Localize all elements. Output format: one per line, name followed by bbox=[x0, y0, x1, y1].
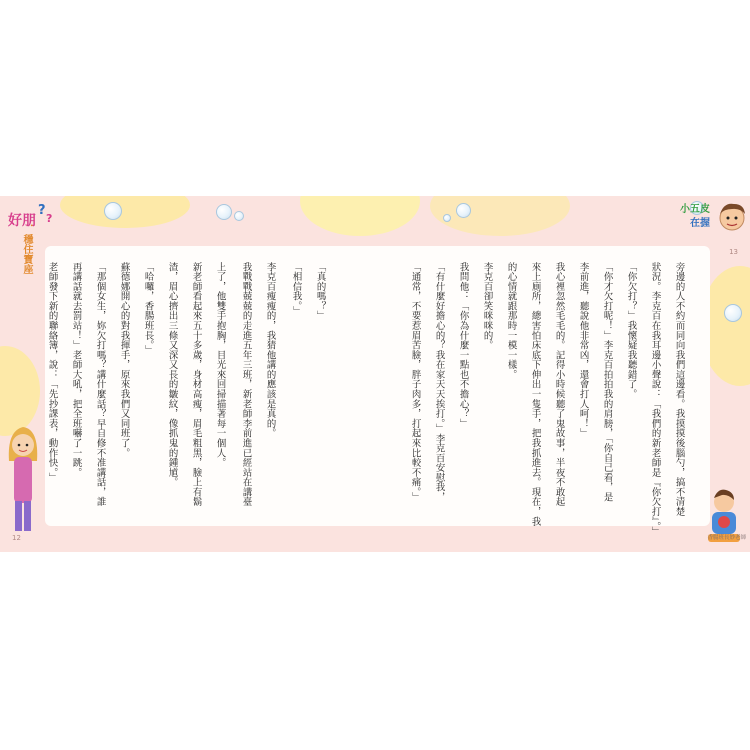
decor-blob bbox=[60, 196, 190, 228]
left-text-column-3: 李克百瘦瘦的，我猜他講的應該是真的。 bbox=[264, 262, 276, 439]
right-text-column-10: 我問他：「你為什麼一點也不擔心？」 bbox=[457, 262, 469, 429]
logo-title: 好朋 bbox=[8, 213, 36, 229]
right-text-column-6: 我心裡忽然毛毛的。記得小時候聽了鬼故事，半夜不敢起 bbox=[553, 262, 565, 507]
right-text-column-9: 李克百卻笑咪咪的。 bbox=[481, 262, 493, 351]
bubble-decoration bbox=[443, 214, 451, 222]
svg-text:?: ? bbox=[38, 203, 46, 218]
logo-line1: 小五皮 bbox=[680, 204, 710, 215]
left-text-column-2: 「相信我。」 bbox=[290, 262, 302, 317]
left-text-column-10: 「那個女生，妳欠打嗎？講什麼話？早自修不准講話，誰 bbox=[94, 262, 106, 507]
decor-blob bbox=[430, 196, 570, 236]
right-text-column-12: 「通常，不要惹眉苦臉，胖子肉多，打起來比較不痛。」 bbox=[409, 262, 421, 503]
bubble-decoration bbox=[216, 204, 232, 220]
right-page-number: 13 bbox=[729, 248, 738, 256]
left-text-column-8: 「哈囉，香腸班長。」 bbox=[142, 262, 154, 356]
right-text-column-11: 「有什麼好擔心的？我在家天天挨打。」李克百安慰我， bbox=[433, 262, 445, 503]
right-text-column-4: 「你才欠打呢！」李克百拍拍我的肩膀，「你自己看，是 bbox=[601, 262, 613, 503]
logo-subtitle: ．穩住寶座 bbox=[21, 224, 32, 274]
right-text-column-1: 旁邊的人不約而同向我們這邊看。我摸摸後腦勺，搞不清楚 bbox=[673, 262, 685, 517]
left-text-column-1: 「真的嗎？」 bbox=[314, 262, 326, 321]
right-text-column-3: 「你欠打？」我懷疑我聽錯了。 bbox=[625, 262, 637, 400]
left-text-column-11: 再講話就去罰站！」老師大吼，把全班嚇了一跳。 bbox=[70, 262, 82, 478]
right-page-logo bbox=[660, 198, 730, 238]
right-text-column-5: 李前進，聽說他非常凶，還會打人呵！」 bbox=[577, 262, 589, 439]
right-text-column-2: 狀況。李克百在我耳邊小聲說：「我們的新老師是『你欠打』。」 bbox=[649, 262, 661, 537]
left-page-number: 12 bbox=[12, 534, 21, 542]
bubble-decoration bbox=[456, 203, 471, 218]
decor-blob bbox=[300, 196, 420, 236]
left-text-column-9: 蘇德娜開心的對我揮手，原來我們又同班了。 bbox=[118, 262, 130, 458]
girl-character-icon bbox=[5, 401, 41, 551]
question-mark-icon bbox=[36, 200, 58, 226]
kid-sitting-icon bbox=[704, 488, 742, 552]
left-text-column-12: 老師發下新的聯絡簿，說：「先抄課表，動作快。」 bbox=[46, 262, 58, 483]
series-label: 香腸班長妙老師 bbox=[707, 535, 746, 541]
left-text-column-6: 新老師看起來五十多歲，身材高瘦，眉毛粗黑，臉上有鬍 bbox=[190, 262, 202, 507]
boy-character-icon bbox=[714, 200, 748, 238]
bubble-decoration bbox=[234, 211, 244, 221]
left-text-column-4: 我戰戰兢兢的走進五年三班，新老師李前進已經站在講臺 bbox=[240, 262, 252, 507]
svg-text:?: ? bbox=[46, 212, 53, 225]
left-text-column-7: 渣，眉心擠出三條又深又長的皺紋，像抓鬼的鍾馗。 bbox=[166, 262, 178, 488]
logo-line2: 在握 bbox=[690, 218, 710, 229]
book-spread bbox=[0, 196, 750, 552]
right-text-column-7: 來上廁所，總害怕床底下伸出一隻手，把我抓進去。現在，我 bbox=[529, 262, 541, 527]
bubble-decoration bbox=[104, 202, 122, 220]
left-text-column-5: 上了，他雙手抱胸，目光來回掃描著每一個人。 bbox=[214, 262, 226, 468]
bubble-decoration bbox=[724, 304, 742, 322]
right-text-column-8: 的心情就跟那時一模一樣。 bbox=[505, 262, 517, 380]
